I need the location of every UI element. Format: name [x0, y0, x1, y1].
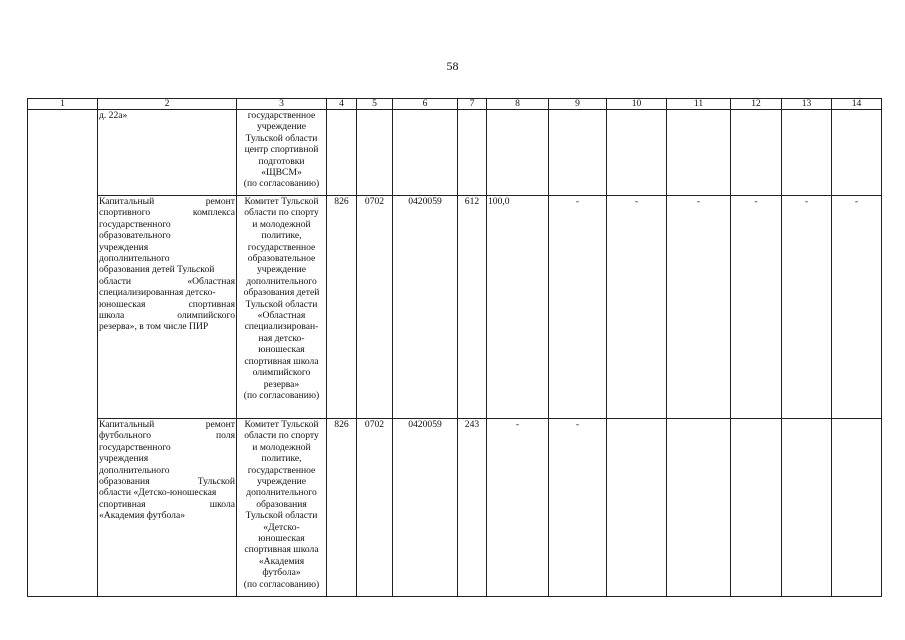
text-word: спортивная: [188, 298, 235, 310]
text-line: дополнительного: [99, 253, 170, 265]
value-cell: -: [782, 196, 832, 419]
text-line: юношеская: [258, 533, 305, 545]
value-cell: -: [549, 419, 607, 597]
value-cell: -: [487, 419, 549, 597]
value-cell: [782, 110, 832, 196]
header-cell: 4: [327, 99, 357, 110]
text-line: [99, 207, 235, 218]
text-word: ремонт: [205, 419, 235, 430]
text-line: области по спорту: [244, 207, 319, 219]
text-line: [99, 419, 235, 430]
text-line: резерва»: [263, 378, 300, 390]
text-line: Комитет Тульской: [244, 196, 319, 207]
text-line: специализированная детско-: [99, 287, 216, 299]
table-row: [28, 419, 882, 597]
header-cell: 3: [237, 99, 327, 110]
header-cell: 9: [549, 99, 607, 110]
value-cell: [667, 419, 731, 597]
text-line: [99, 310, 235, 321]
text-line: и молодежной: [252, 441, 311, 453]
text-word: Капитальный: [99, 196, 155, 207]
table-row: [28, 110, 882, 196]
value-cell: [327, 110, 357, 196]
text-line: (по согласованию): [243, 178, 320, 190]
text-line: государственного: [99, 218, 171, 230]
text-line: д. 22а»: [99, 110, 128, 121]
value-cell: [607, 419, 667, 597]
value-cell: 0420059: [393, 419, 458, 597]
text-word: спортивного: [99, 207, 151, 219]
text-line: дополнительного: [246, 487, 317, 499]
text-line: ная детско-: [258, 332, 305, 344]
empty-cell: [28, 110, 98, 597]
text-line: учреждение: [257, 121, 306, 133]
header-cell: 1: [28, 99, 98, 110]
text-line: футбола»: [262, 567, 301, 579]
text-word: Тульской: [197, 476, 235, 488]
value-cell: [731, 110, 782, 196]
header-cell: 6: [393, 99, 458, 110]
value-cell: [607, 110, 667, 196]
header-cell: 10: [607, 99, 667, 110]
header-cell: 13: [782, 99, 832, 110]
value-cell: [667, 110, 731, 196]
text-line: резерва», в том числе ПИР: [99, 321, 209, 333]
text-line: центр спортивной: [244, 144, 319, 156]
responsible-org-cell: [237, 419, 327, 597]
value-cell: [549, 110, 607, 196]
text-line: государственное: [247, 241, 316, 253]
text-line: Комитет Тульской: [244, 419, 319, 430]
text-line: Тульской области: [245, 298, 318, 310]
text-word: области: [99, 275, 132, 287]
text-line: государственного: [99, 441, 171, 453]
value-cell: 0702: [357, 196, 393, 419]
text-word: Капитальный: [99, 419, 155, 430]
text-line: «Детско-: [263, 521, 300, 533]
text-line: специализирован-: [244, 321, 319, 333]
text-line: учреждения: [99, 453, 149, 465]
value-cell: 826: [327, 419, 357, 597]
text-word: школа: [209, 498, 235, 510]
value-cell: -: [832, 196, 882, 419]
value-cell: 243: [458, 419, 487, 597]
text-line: «Областная: [257, 310, 306, 322]
text-line: образования: [256, 498, 307, 510]
text-line: и молодежной: [252, 218, 311, 230]
text-line: «ЩВСМ»: [261, 167, 302, 179]
value-cell: [832, 419, 882, 597]
text-line: политике,: [261, 453, 302, 465]
text-line: учреждение: [257, 264, 306, 276]
text-line: «Академия: [258, 555, 305, 567]
text-line: учреждения: [99, 241, 149, 253]
text-line: области по спорту: [244, 430, 319, 442]
text-line: образовательного: [99, 230, 171, 242]
text-line: (по согласованию): [243, 578, 320, 590]
object-name-cell: [98, 419, 237, 597]
text-line: олимпийского: [252, 367, 311, 379]
text-line: политике,: [261, 230, 302, 242]
value-cell: [393, 110, 458, 196]
text-line: спортивная школа: [244, 544, 319, 556]
text-line: области «Детско-юношеская: [99, 487, 217, 499]
value-cell: [731, 419, 782, 597]
value-cell: 0420059: [393, 196, 458, 419]
object-name-cell: [98, 196, 237, 419]
responsible-org-cell: [237, 110, 327, 196]
text-line: [99, 299, 235, 310]
text-line: государственное: [247, 464, 316, 476]
text-line: «Академия футбола»: [99, 510, 186, 522]
text-word: поля: [215, 430, 235, 442]
text-word: школа: [99, 310, 125, 322]
header-cell: 8: [487, 99, 549, 110]
header-row: [28, 99, 882, 110]
text-line: дополнительного: [246, 275, 317, 287]
header-cell: 14: [832, 99, 882, 110]
text-line: [99, 196, 235, 207]
text-line: государственное: [247, 110, 316, 121]
value-cell: [782, 419, 832, 597]
text-word: ремонт: [205, 196, 235, 207]
text-word: футбольного: [99, 430, 152, 442]
value-cell: 826: [327, 196, 357, 419]
page-number: 58: [446, 59, 459, 73]
value-cell: 100,0: [487, 196, 549, 419]
text-line: учреждение: [257, 476, 306, 488]
text-line: подготовки: [258, 155, 305, 167]
text-word: юношеская: [99, 298, 146, 310]
text-line: (по согласованию): [243, 389, 320, 401]
text-line: юношеская: [258, 344, 305, 356]
header-cell: 12: [731, 99, 782, 110]
text-word: комплекса: [192, 207, 235, 219]
value-cell: [458, 110, 487, 196]
text-line: образовательное: [247, 253, 316, 265]
table-row: [28, 196, 882, 419]
text-line: спортивная школа: [244, 355, 319, 367]
text-word: спортивная: [99, 498, 146, 510]
text-line: [99, 476, 235, 487]
value-cell: 612: [458, 196, 487, 419]
header-cell: 11: [667, 99, 731, 110]
value-cell: [832, 110, 882, 196]
value-cell: -: [549, 196, 607, 419]
value-cell: [357, 110, 393, 196]
value-cell: 0702: [357, 419, 393, 597]
text-line: [99, 430, 235, 441]
text-line: дополнительного: [99, 464, 170, 476]
value-cell: -: [607, 196, 667, 419]
value-cell: -: [731, 196, 782, 419]
header-cell: 5: [357, 99, 393, 110]
text-word: олимпийского: [177, 310, 235, 322]
text-line: [99, 276, 235, 287]
responsible-org-cell: [237, 196, 327, 419]
text-line: [99, 499, 235, 510]
value-cell: [487, 110, 549, 196]
budget-table: [27, 98, 882, 597]
text-line: Тульской области: [245, 132, 318, 144]
object-name-cell: [98, 110, 237, 196]
value-cell: -: [667, 196, 731, 419]
text-line: образования детей Тульской: [99, 264, 215, 276]
text-line: образования детей: [243, 287, 320, 299]
text-line: Тульской области: [245, 510, 318, 522]
text-word: образования: [99, 476, 150, 488]
text-word: «Областная: [187, 275, 235, 287]
header-cell: 2: [98, 99, 237, 110]
header-cell: 7: [458, 99, 487, 110]
